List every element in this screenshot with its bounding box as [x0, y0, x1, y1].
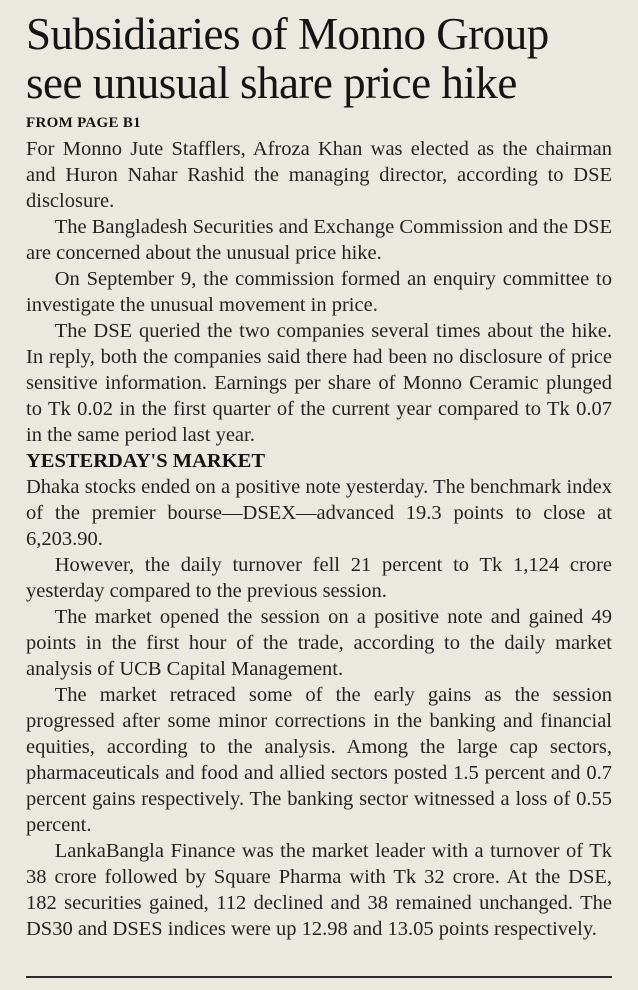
paragraph: However, the daily turnover fell 21 percent to Tk 1,124 crore yesterday compared to the previous session. — [26, 554, 612, 603]
paragraph: The DSE queried the two companies several times about the hike. In reply, both the companies said there had been no disclosure of price sensitive information. Earnings per share of Monno Ceramic plunged to Tk 0.02 in the first quarter of the current year compared to Tk 0.07 in the same period last year. — [26, 320, 612, 447]
bottom-rule-divider — [26, 976, 612, 978]
paragraph: Dhaka stocks ended on a positive note yesterday. The benchmark index of the premier bourse—DSEX—advanced 19.3 points to close at 6,203.90. — [26, 476, 612, 551]
paragraph: On September 9, the commission formed an enquiry committee to investigate the unusual movement in price. — [26, 268, 612, 317]
paragraph: The market retraced some of the early gains as the session progressed after some minor corrections in the banking and financial equities, according to the analysis. Among the large cap sectors, pharmaceuticals and food and allied sectors posted 1.5 percent and 0.7 percent gains respectively. The banking sector witnessed a loss of 0.55 percent. — [26, 684, 612, 837]
article-headline — [26, 10, 612, 107]
continued-from-kicker: FROM PAGE B1 — [26, 115, 141, 132]
paragraph: The market opened the session on a positive note and gained 49 points in the first hour of the trade, according to the daily market analysis of UCB Capital Management. — [26, 606, 612, 681]
paragraph: LankaBangla Finance was the market leader with a turnover of Tk 38 crore followed by Square Pharma with Tk 32 crore. At the DSE, 182 securities gained, 112 declined and 38 remained unchanged. The DS30 and DSES indices were up 12.98 and 13.05 points respectively. — [26, 840, 612, 941]
section-subheading: YESTERDAY'S MARKET — [26, 450, 266, 473]
headline-line-1: Subsidiaries of Monno Group — [26, 9, 549, 59]
article-body — [26, 136, 612, 942]
headline-line-2: see unusual share price hike — [26, 57, 517, 108]
paragraph: The Bangladesh Securities and Exchange Commission and the DSE are concerned about the unusual price hike. — [26, 216, 612, 265]
paragraph: For Monno Jute Stafflers, Afroza Khan was elected as the chairman and Huron Nahar Rashid the managing director, according to DSE disclosure. — [26, 138, 612, 213]
